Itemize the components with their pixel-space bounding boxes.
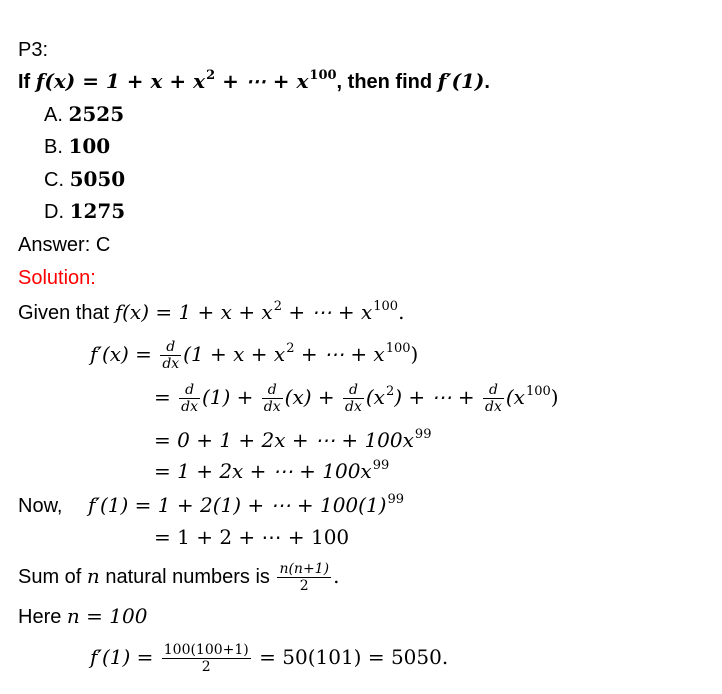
question-end: . [484, 71, 490, 93]
question-dots: + ⋯ + x [215, 69, 309, 93]
given-dots: + ⋯ + x [282, 300, 373, 324]
step-3 [154, 428, 431, 456]
step2-term-a: (1) + [201, 385, 260, 409]
frac-numerator: n(n+1) [279, 561, 330, 578]
sum-text: Sum of [18, 566, 87, 588]
question-fx: f(x) = 1 + x + x [35, 69, 206, 93]
frac-numerator: 100(100+1) [163, 642, 249, 659]
frac-denominator: dx [485, 399, 502, 416]
step1-rhs: (1 + x + x [183, 342, 286, 366]
here-line [18, 604, 147, 629]
now-label: Now, [18, 495, 63, 517]
step6-math: = 1 + 2 + ⋯ + 100 [154, 525, 350, 549]
choice-value: 2525 [68, 102, 125, 126]
frac-denominator: 2 [201, 659, 211, 676]
choice-a [44, 102, 124, 127]
step-1 [90, 334, 418, 378]
question-target: f′(1) [437, 69, 485, 93]
step1-close: ) [410, 342, 419, 366]
step2-term-c-square: 2 [385, 384, 395, 399]
choice-letter: C. [44, 169, 64, 191]
answer-value: C [95, 234, 111, 256]
sum-n: n [86, 564, 100, 588]
answer-label: Answer: [18, 234, 91, 256]
choice-letter: D. [44, 201, 64, 223]
now-line [18, 493, 404, 521]
final-fraction [162, 642, 251, 675]
derivative-fraction [343, 382, 364, 415]
frac-denominator: dx [162, 356, 180, 373]
step-6 [154, 525, 349, 550]
frac-denominator: dx [181, 399, 198, 416]
step2-term-c-end: ) + ⋯ + [394, 385, 481, 409]
step2-eq: = [154, 385, 178, 409]
answer-line [18, 233, 110, 257]
frac-denominator: 2 [299, 578, 309, 595]
choice-value: 5050 [69, 167, 126, 191]
question-square: 2 [206, 68, 216, 83]
choice-value: 100 [68, 134, 111, 158]
given-end: . [398, 300, 405, 324]
question-suffix: , then find [336, 71, 438, 93]
step-4 [154, 459, 389, 487]
step2-term-d-power: 100 [525, 384, 551, 399]
given-line [18, 300, 404, 328]
choice-letter: B. [44, 136, 63, 158]
here-math: n = 100 [66, 604, 148, 628]
now-power: 99 [387, 492, 405, 507]
frac-numerator: d [343, 382, 364, 399]
step3-power: 99 [414, 427, 432, 442]
derivative-fraction [262, 382, 283, 415]
step2-term-d-end: ) [550, 385, 559, 409]
derivative-fraction [160, 339, 181, 372]
choice-d [44, 199, 125, 224]
given-text: Given that [18, 302, 115, 324]
step2-term-d: (x [505, 385, 525, 409]
step1-power: 100 [385, 341, 411, 356]
frac-numerator: d [160, 339, 181, 356]
question-power: 100 [309, 68, 337, 83]
problem-id: P3: [18, 39, 49, 61]
step4-math: = 1 + 2x + ⋯ + 100x [154, 459, 372, 483]
step1-lhs: f′(x) = [90, 342, 159, 366]
frac-denominator: dx [263, 399, 281, 416]
step3-math: = 0 + 1 + 2x + ⋯ + 100x [154, 428, 414, 452]
frac-numerator: d [483, 382, 504, 399]
now-math: f′(1) = 1 + 2(1) + ⋯ + 100(1) [88, 493, 387, 517]
final-rhs: = 50(101) = 5050. [252, 645, 449, 669]
final-lhs: f′(1) = [90, 645, 160, 669]
step2-term-c: (x [365, 385, 385, 409]
choice-c [44, 167, 125, 192]
solution-heading: Solution: [18, 267, 96, 289]
step-2 [154, 377, 559, 421]
frac-numerator: d [179, 382, 200, 399]
derivative-fraction [179, 382, 200, 415]
sum-end: . [333, 564, 340, 588]
question-prefix: If [18, 71, 36, 93]
step1-square: 2 [286, 341, 295, 356]
derivative-fraction [483, 382, 504, 415]
sum-line [18, 556, 339, 597]
given-math: f(x) = 1 + x + x [114, 300, 273, 324]
step2-term-b: (x) + [284, 385, 342, 409]
given-square: 2 [273, 299, 282, 314]
here-text: Here [18, 606, 67, 628]
sum-fraction [277, 561, 331, 594]
final-line [90, 635, 448, 680]
choice-value: 1275 [69, 199, 126, 223]
question-line [18, 69, 490, 97]
frac-numerator: d [262, 382, 283, 399]
sum-text-2: natural numbers is [99, 566, 276, 588]
given-power: 100 [373, 299, 399, 314]
step4-power: 99 [372, 458, 390, 473]
step1-dots: + ⋯ + x [294, 342, 385, 366]
choice-letter: A. [44, 104, 63, 126]
frac-denominator: dx [345, 399, 362, 416]
choice-b [44, 134, 110, 159]
